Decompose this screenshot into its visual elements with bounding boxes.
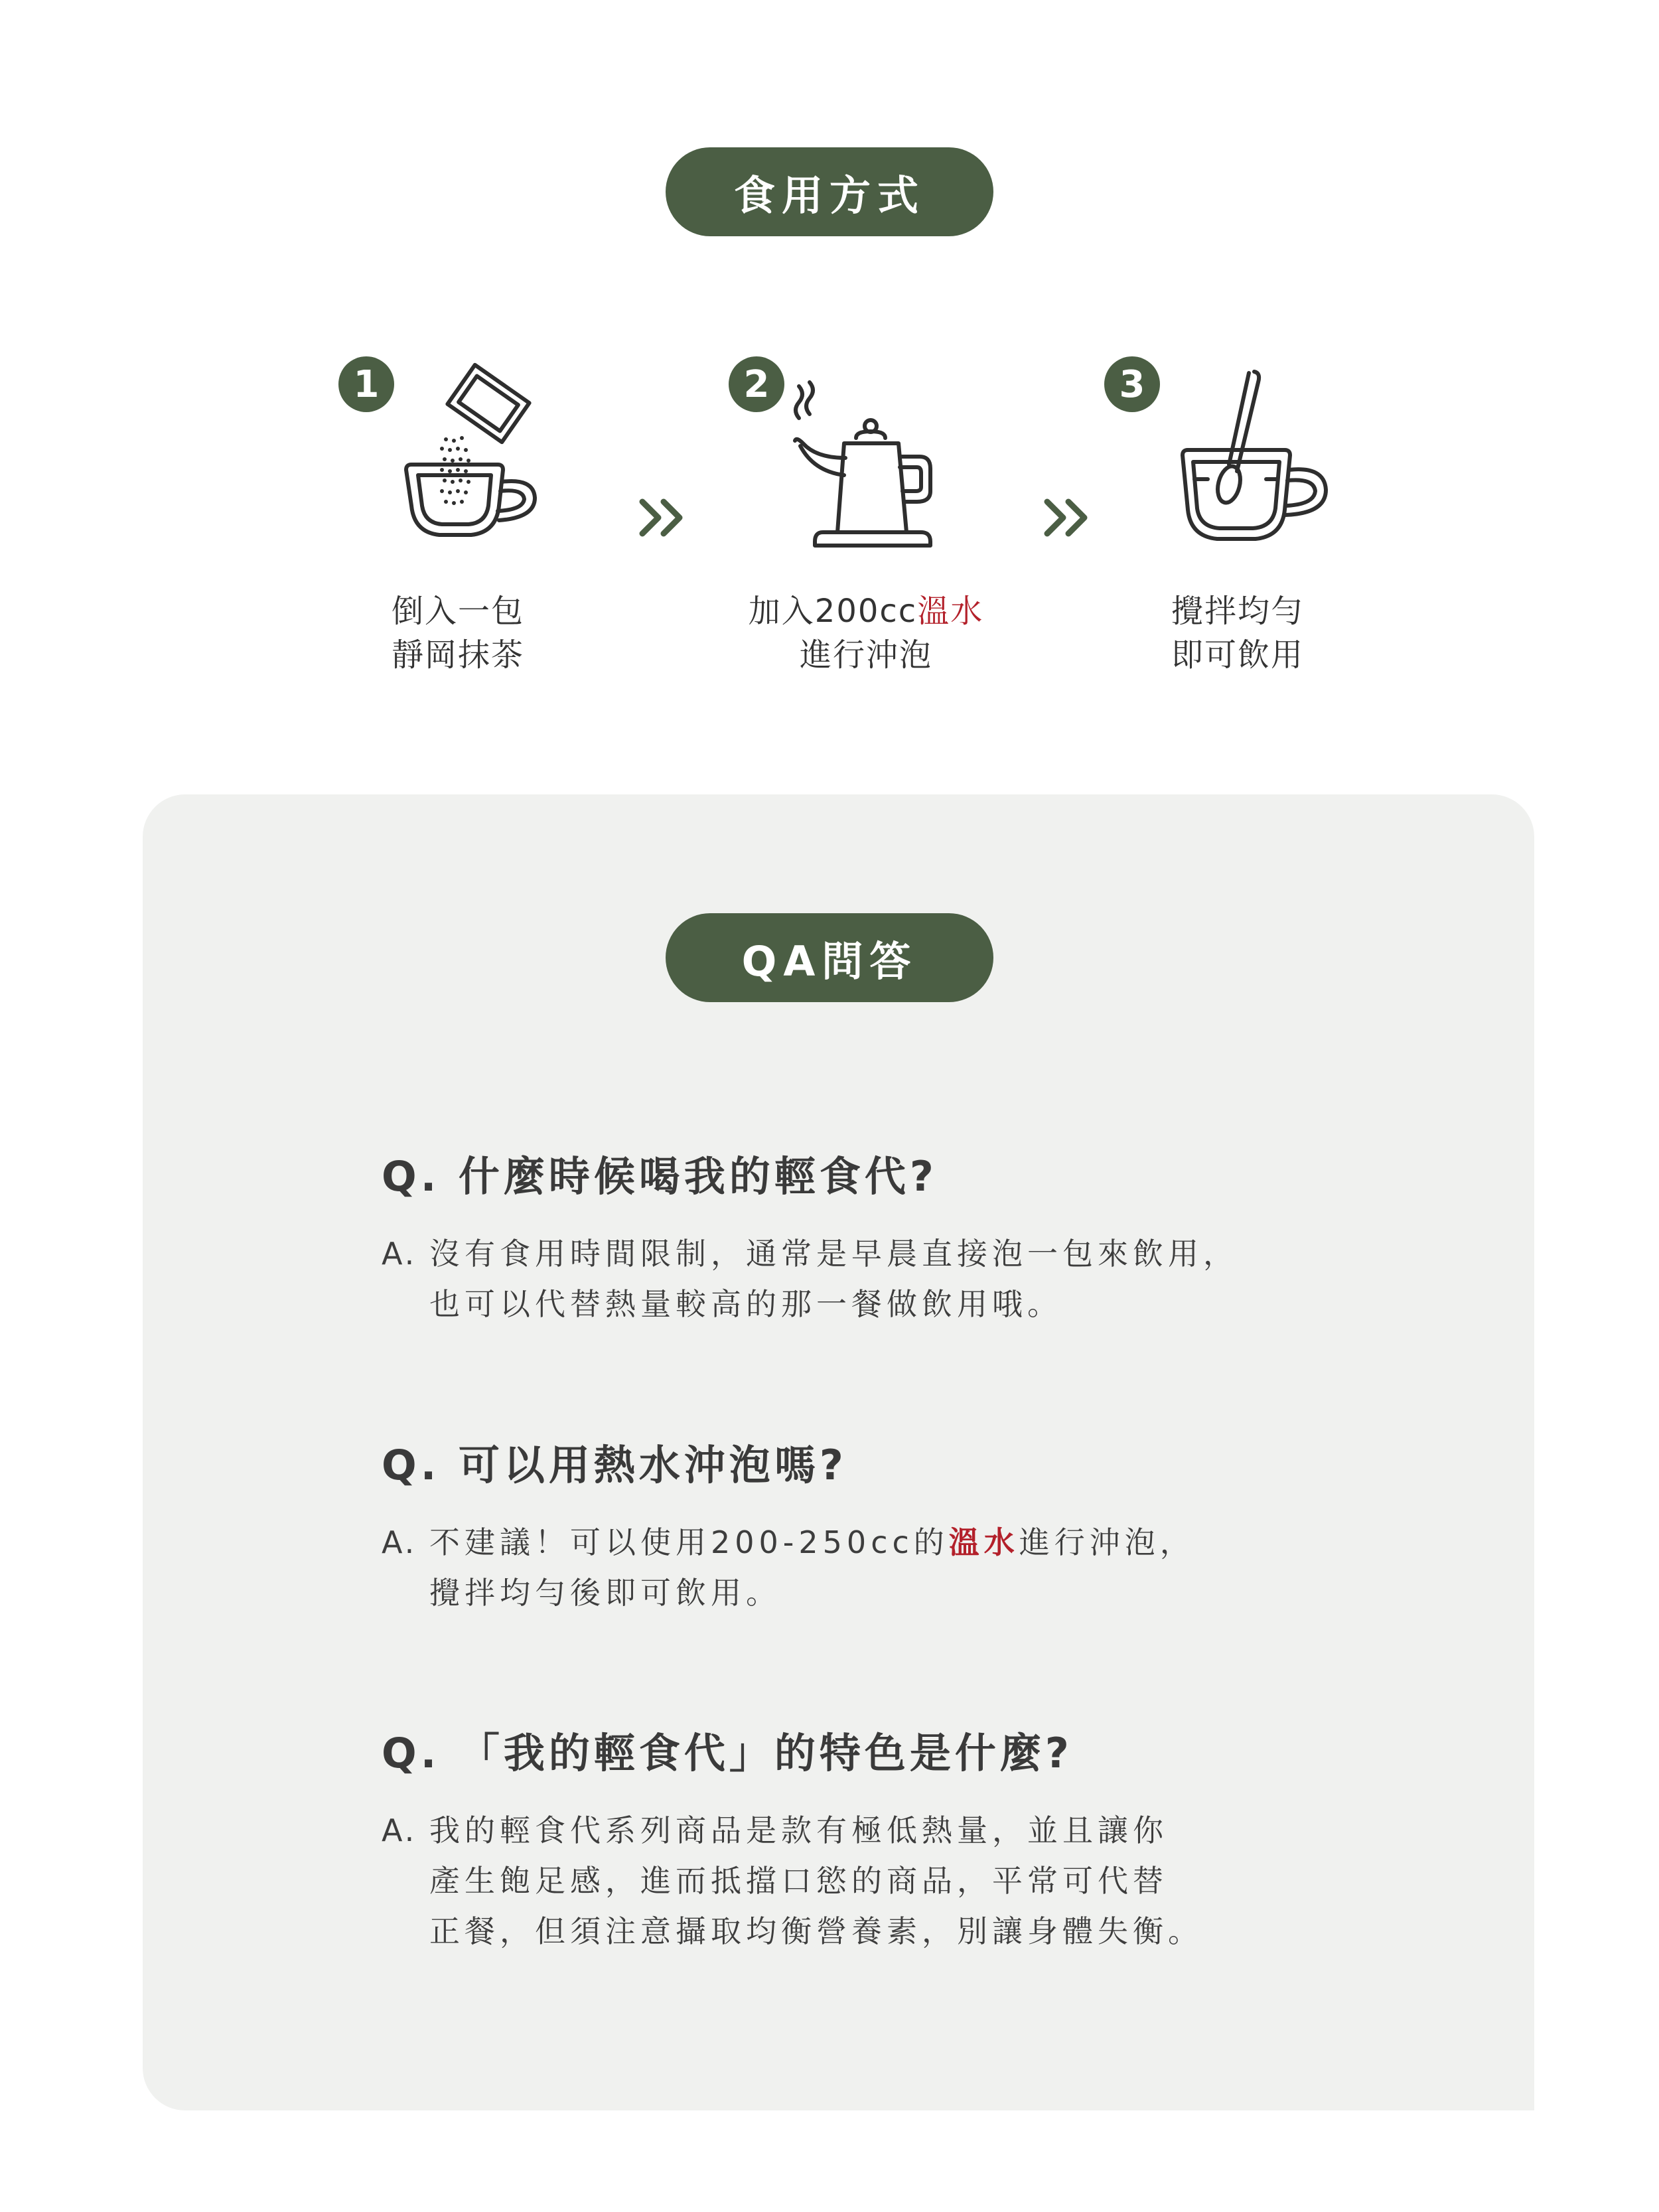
qa-question: Q. 「我的輕食代」的特色是什麼? bbox=[382, 1729, 1073, 1777]
qa-title-pill bbox=[666, 913, 993, 1002]
step-2-caption: 加入200cc溫水 進行沖泡 bbox=[748, 593, 984, 674]
warm-water-highlight: 溫水 bbox=[948, 1524, 1019, 1560]
qa-answer: A. 不建議！可以使用200-250cc的溫水進行沖泡， 攪拌均勻後即可飲用。 bbox=[382, 1524, 1195, 1611]
step-1-number-badge: 1 bbox=[338, 356, 394, 412]
qa-item-2 bbox=[382, 1439, 1377, 1618]
double-chevron-right-icon bbox=[637, 496, 690, 539]
kettle-icon bbox=[776, 358, 949, 557]
cup-with-powder-packet-icon bbox=[385, 358, 557, 557]
step-2-number-badge: 2 bbox=[729, 356, 784, 412]
usage-title-pill bbox=[666, 147, 993, 236]
warm-water-highlight: 溫水 bbox=[917, 593, 984, 630]
step-3-number-badge: 3 bbox=[1104, 356, 1160, 412]
qa-answer: A. 沒有食用時間限制，通常是早晨直接泡一包來飲用， 也可以代替熱量較高的那一餐做飲用哦。 bbox=[382, 1236, 1238, 1322]
step-3-caption: 攪拌均勻 即可飲用 bbox=[1171, 593, 1304, 674]
double-chevron-right-icon bbox=[1042, 496, 1095, 539]
qa-answer: A. 我的輕食代系列商品是款有極低熱量，並且讓你 產生飽足感，進而抵擋口慾的商品，平常可代替 正餐，但須注意攝取均衡營養素，別讓身體失衡。 bbox=[382, 1812, 1203, 1949]
qa-item-1 bbox=[382, 1150, 1377, 1329]
step-1-caption: 倒入一包 靜岡抹茶 bbox=[391, 593, 524, 674]
qa-question: Q. 可以用熱水沖泡嗎? bbox=[382, 1441, 847, 1489]
qa-item-3 bbox=[382, 1727, 1377, 1956]
usage-title: 食用方式 bbox=[733, 171, 925, 220]
qa-title: QA問答 bbox=[741, 936, 918, 986]
qa-question: Q. 什麼時候喝我的輕食代? bbox=[382, 1152, 938, 1201]
cup-with-spoon-icon bbox=[1168, 358, 1340, 557]
